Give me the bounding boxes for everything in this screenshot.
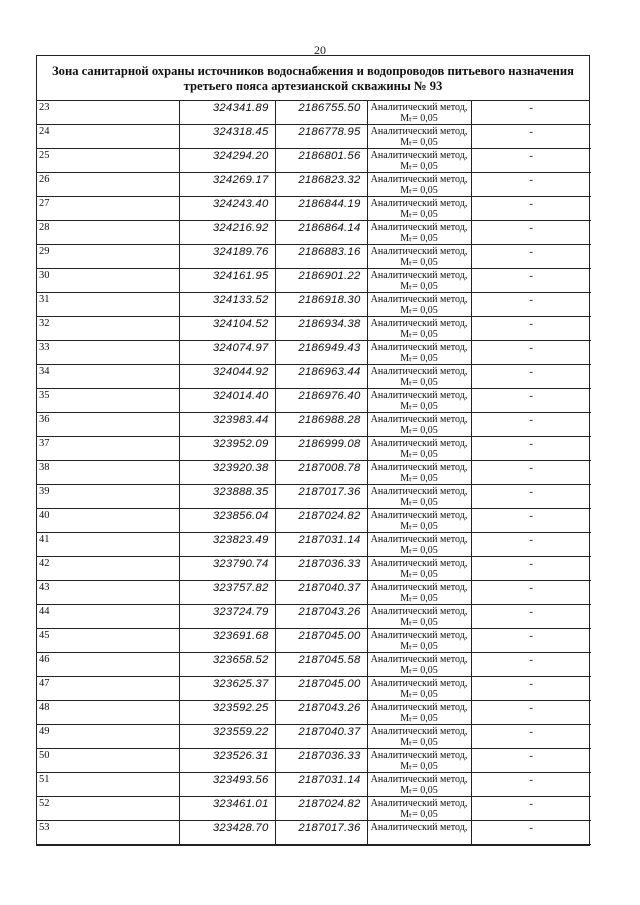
method-accuracy: Mₜ= 0,05 bbox=[400, 785, 438, 797]
point-number-cell: 28 bbox=[37, 221, 179, 245]
method-cell bbox=[367, 461, 471, 485]
error-cell: - bbox=[471, 581, 591, 605]
y-coordinate-cell: 2186918.30 bbox=[275, 293, 367, 317]
y-coordinate-cell: 2187017.36 bbox=[275, 821, 367, 845]
table-row bbox=[37, 245, 591, 269]
method-accuracy: Mₜ= 0,05 bbox=[400, 137, 438, 149]
error-cell: - bbox=[471, 437, 591, 461]
error-cell: - bbox=[471, 701, 591, 725]
y-coordinate-cell: 2186963.44 bbox=[275, 365, 367, 389]
method-cell bbox=[367, 677, 471, 701]
method-cell bbox=[367, 197, 471, 221]
method-cell bbox=[367, 485, 471, 509]
y-coordinate-cell: 2187043.26 bbox=[275, 605, 367, 629]
y-coordinate-cell: 2187024.82 bbox=[275, 797, 367, 821]
point-number-cell: 29 bbox=[37, 245, 179, 269]
method-name: Аналитический метод, bbox=[370, 486, 468, 498]
table-title: Зона санитарной охраны источников водоснабжения и водопроводов питьевого назначения третьего пояса артезианской скважины № 93 bbox=[37, 56, 589, 101]
method-cell bbox=[367, 581, 471, 605]
table-row bbox=[37, 485, 591, 509]
method-name: Аналитический метод, bbox=[370, 150, 468, 162]
y-coordinate-cell: 2187031.14 bbox=[275, 773, 367, 797]
table-row bbox=[37, 365, 591, 389]
point-number-cell: 24 bbox=[37, 125, 179, 149]
method-cell bbox=[367, 821, 471, 845]
error-cell: - bbox=[471, 773, 591, 797]
method-cell bbox=[367, 269, 471, 293]
y-coordinate-cell: 2186949.43 bbox=[275, 341, 367, 365]
method-accuracy: Mₜ= 0,05 bbox=[400, 665, 438, 677]
y-coordinate-cell: 2186883.16 bbox=[275, 245, 367, 269]
error-cell: - bbox=[471, 317, 591, 341]
point-number-cell: 52 bbox=[37, 797, 179, 821]
method-accuracy: Mₜ= 0,05 bbox=[400, 521, 438, 533]
method-cell bbox=[367, 605, 471, 629]
method-accuracy: Mₜ= 0,05 bbox=[400, 209, 438, 221]
x-coordinate-cell: 324133.52 bbox=[179, 293, 275, 317]
x-coordinate-cell: 324341.89 bbox=[179, 101, 275, 125]
method-cell bbox=[367, 797, 471, 821]
point-number-cell: 34 bbox=[37, 365, 179, 389]
method-cell bbox=[367, 629, 471, 653]
method-accuracy: Mₜ= 0,05 bbox=[400, 305, 438, 317]
method-name: Аналитический метод, bbox=[370, 750, 468, 762]
method-cell bbox=[367, 101, 471, 125]
point-number-cell: 36 bbox=[37, 413, 179, 437]
method-name: Аналитический метод, bbox=[370, 126, 468, 138]
table-row bbox=[37, 293, 591, 317]
method-accuracy: Mₜ= 0,05 bbox=[400, 713, 438, 725]
y-coordinate-cell: 2186755.50 bbox=[275, 101, 367, 125]
x-coordinate-cell: 323658.52 bbox=[179, 653, 275, 677]
method-cell bbox=[367, 149, 471, 173]
x-coordinate-cell: 323625.37 bbox=[179, 677, 275, 701]
method-name: Аналитический метод, bbox=[370, 390, 468, 402]
page-number: 20 bbox=[314, 43, 326, 57]
x-coordinate-cell: 324269.17 bbox=[179, 173, 275, 197]
table-row bbox=[37, 773, 591, 797]
method-cell bbox=[367, 509, 471, 533]
method-name: Аналитический метод, bbox=[370, 774, 468, 786]
error-cell: - bbox=[471, 245, 591, 269]
x-coordinate-cell: 324104.52 bbox=[179, 317, 275, 341]
x-coordinate-cell: 323952.09 bbox=[179, 437, 275, 461]
error-cell: - bbox=[471, 653, 591, 677]
method-name: Аналитический метод, bbox=[370, 270, 468, 282]
point-number-cell: 49 bbox=[37, 725, 179, 749]
method-accuracy: Mₜ= 0,05 bbox=[400, 473, 438, 485]
point-number-cell: 30 bbox=[37, 269, 179, 293]
method-accuracy: Mₜ= 0,05 bbox=[400, 377, 438, 389]
point-number-cell: 48 bbox=[37, 701, 179, 725]
point-number-cell: 41 bbox=[37, 533, 179, 557]
error-cell: - bbox=[471, 197, 591, 221]
method-name: Аналитический метод, bbox=[370, 702, 468, 714]
point-number-cell: 43 bbox=[37, 581, 179, 605]
point-number-cell: 25 bbox=[37, 149, 179, 173]
table-row bbox=[37, 197, 591, 221]
x-coordinate-cell: 324074.97 bbox=[179, 341, 275, 365]
x-coordinate-cell: 323428.70 bbox=[179, 821, 275, 845]
method-cell bbox=[367, 317, 471, 341]
method-name: Аналитический метод, bbox=[370, 174, 468, 186]
x-coordinate-cell: 323724.79 bbox=[179, 605, 275, 629]
error-cell: - bbox=[471, 269, 591, 293]
x-coordinate-cell: 323592.25 bbox=[179, 701, 275, 725]
error-cell: - bbox=[471, 629, 591, 653]
point-number-cell: 51 bbox=[37, 773, 179, 797]
x-coordinate-cell: 323920.38 bbox=[179, 461, 275, 485]
method-accuracy: Mₜ= 0,05 bbox=[400, 449, 438, 461]
y-coordinate-cell: 2187040.37 bbox=[275, 581, 367, 605]
method-accuracy: Mₜ= 0,05 bbox=[400, 641, 438, 653]
method-name: Аналитический метод, bbox=[370, 318, 468, 330]
method-accuracy: Mₜ= 0,05 bbox=[400, 257, 438, 269]
table-row bbox=[37, 101, 591, 125]
method-name: Аналитический метод, bbox=[370, 246, 468, 258]
error-cell: - bbox=[471, 605, 591, 629]
error-cell: - bbox=[471, 101, 591, 125]
error-cell: - bbox=[471, 533, 591, 557]
error-cell: - bbox=[471, 293, 591, 317]
table-row bbox=[37, 173, 591, 197]
y-coordinate-cell: 2187045.58 bbox=[275, 653, 367, 677]
x-coordinate-cell: 324243.40 bbox=[179, 197, 275, 221]
point-number-cell: 44 bbox=[37, 605, 179, 629]
method-accuracy: Mₜ= 0,05 bbox=[400, 401, 438, 413]
point-number-cell: 38 bbox=[37, 461, 179, 485]
method-name: Аналитический метод, bbox=[370, 222, 468, 234]
x-coordinate-cell: 323757.82 bbox=[179, 581, 275, 605]
point-number-cell: 31 bbox=[37, 293, 179, 317]
point-number-cell: 45 bbox=[37, 629, 179, 653]
method-accuracy: Mₜ= 0,05 bbox=[400, 329, 438, 341]
method-cell bbox=[367, 173, 471, 197]
method-accuracy: Mₜ= 0,05 bbox=[400, 353, 438, 365]
method-name: Аналитический метод, bbox=[370, 558, 468, 570]
x-coordinate-cell: 324318.45 bbox=[179, 125, 275, 149]
method-name: Аналитический метод, bbox=[370, 414, 468, 426]
error-cell: - bbox=[471, 677, 591, 701]
error-cell: - bbox=[471, 413, 591, 437]
x-coordinate-cell: 323790.74 bbox=[179, 557, 275, 581]
method-name: Аналитический метод, bbox=[370, 822, 468, 834]
point-number-cell: 23 bbox=[37, 101, 179, 125]
x-coordinate-cell: 324189.76 bbox=[179, 245, 275, 269]
method-accuracy: Mₜ= 0,05 bbox=[400, 161, 438, 173]
method-name: Аналитический метод, bbox=[370, 606, 468, 618]
table-row bbox=[37, 461, 591, 485]
table-row bbox=[37, 749, 591, 773]
method-name: Аналитический метод, bbox=[370, 438, 468, 450]
method-name: Аналитический метод, bbox=[370, 798, 468, 810]
x-coordinate-cell: 323983.44 bbox=[179, 413, 275, 437]
y-coordinate-cell: 2186823.32 bbox=[275, 173, 367, 197]
table-body bbox=[37, 101, 591, 844]
method-cell bbox=[367, 773, 471, 797]
method-cell bbox=[367, 749, 471, 773]
y-coordinate-cell: 2186988.28 bbox=[275, 413, 367, 437]
y-coordinate-cell: 2187040.37 bbox=[275, 725, 367, 749]
y-coordinate-cell: 2187017.36 bbox=[275, 485, 367, 509]
method-cell bbox=[367, 293, 471, 317]
method-cell bbox=[367, 341, 471, 365]
method-accuracy: Mₜ= 0,05 bbox=[400, 761, 438, 773]
table-row bbox=[37, 437, 591, 461]
error-cell: - bbox=[471, 389, 591, 413]
table-row bbox=[37, 389, 591, 413]
y-coordinate-cell: 2187045.00 bbox=[275, 629, 367, 653]
x-coordinate-cell: 323856.04 bbox=[179, 509, 275, 533]
table-row bbox=[37, 821, 591, 845]
table-row bbox=[37, 797, 591, 821]
y-coordinate-cell: 2187008.78 bbox=[275, 461, 367, 485]
method-cell bbox=[367, 245, 471, 269]
method-name: Аналитический метод, bbox=[370, 462, 468, 474]
method-accuracy: Mₜ= 0,05 bbox=[400, 737, 438, 749]
table-row bbox=[37, 701, 591, 725]
y-coordinate-cell: 2187043.26 bbox=[275, 701, 367, 725]
x-coordinate-cell: 323559.22 bbox=[179, 725, 275, 749]
method-name: Аналитический метод, bbox=[370, 678, 468, 690]
x-coordinate-cell: 324161.95 bbox=[179, 269, 275, 293]
error-cell: - bbox=[471, 557, 591, 581]
method-name: Аналитический метод, bbox=[370, 366, 468, 378]
error-cell: - bbox=[471, 821, 591, 845]
x-coordinate-cell: 323823.49 bbox=[179, 533, 275, 557]
x-coordinate-cell: 324294.20 bbox=[179, 149, 275, 173]
table-row bbox=[37, 413, 591, 437]
y-coordinate-cell: 2187024.82 bbox=[275, 509, 367, 533]
point-number-cell: 32 bbox=[37, 317, 179, 341]
y-coordinate-cell: 2186778.95 bbox=[275, 125, 367, 149]
y-coordinate-cell: 2187031.14 bbox=[275, 533, 367, 557]
table-row bbox=[37, 653, 591, 677]
method-name: Аналитический метод, bbox=[370, 726, 468, 738]
method-name: Аналитический метод, bbox=[370, 342, 468, 354]
method-name: Аналитический метод, bbox=[370, 534, 468, 546]
method-accuracy: Mₜ= 0,05 bbox=[400, 617, 438, 629]
y-coordinate-cell: 2186976.40 bbox=[275, 389, 367, 413]
method-cell bbox=[367, 125, 471, 149]
point-number-cell: 27 bbox=[37, 197, 179, 221]
method-cell bbox=[367, 725, 471, 749]
point-number-cell: 26 bbox=[37, 173, 179, 197]
table-row bbox=[37, 725, 591, 749]
method-cell bbox=[367, 653, 471, 677]
point-number-cell: 33 bbox=[37, 341, 179, 365]
method-name: Аналитический метод, bbox=[370, 102, 468, 113]
x-coordinate-cell: 323461.01 bbox=[179, 797, 275, 821]
x-coordinate-cell: 324014.40 bbox=[179, 389, 275, 413]
error-cell: - bbox=[471, 725, 591, 749]
method-name: Аналитический метод, bbox=[370, 294, 468, 306]
method-cell bbox=[367, 437, 471, 461]
y-coordinate-cell: 2187036.33 bbox=[275, 749, 367, 773]
table-row bbox=[37, 341, 591, 365]
point-number-cell: 37 bbox=[37, 437, 179, 461]
error-cell: - bbox=[471, 125, 591, 149]
error-cell: - bbox=[471, 461, 591, 485]
table-row bbox=[37, 557, 591, 581]
method-name: Аналитический метод, bbox=[370, 630, 468, 642]
method-name: Аналитический метод, bbox=[370, 654, 468, 666]
error-cell: - bbox=[471, 149, 591, 173]
coordinates-table bbox=[37, 101, 591, 845]
y-coordinate-cell: 2186801.56 bbox=[275, 149, 367, 173]
method-accuracy: Mₜ= 0,05 bbox=[400, 569, 438, 581]
x-coordinate-cell: 324044.92 bbox=[179, 365, 275, 389]
method-cell bbox=[367, 533, 471, 557]
table-row bbox=[37, 125, 591, 149]
error-cell: - bbox=[471, 797, 591, 821]
error-cell: - bbox=[471, 221, 591, 245]
coordinates-table-frame bbox=[36, 55, 590, 846]
point-number-cell: 46 bbox=[37, 653, 179, 677]
method-accuracy: Mₜ= 0,05 bbox=[400, 425, 438, 437]
table-row bbox=[37, 677, 591, 701]
y-coordinate-cell: 2186844.19 bbox=[275, 197, 367, 221]
method-name: Аналитический метод, bbox=[370, 198, 468, 210]
error-cell: - bbox=[471, 365, 591, 389]
method-accuracy: Mₜ= 0,05 bbox=[400, 689, 438, 701]
point-number-cell: 53 bbox=[37, 821, 179, 845]
table-row bbox=[37, 605, 591, 629]
point-number-cell: 40 bbox=[37, 509, 179, 533]
method-accuracy: Mₜ= 0,05 bbox=[400, 497, 438, 509]
point-number-cell: 47 bbox=[37, 677, 179, 701]
table-row bbox=[37, 509, 591, 533]
method-cell bbox=[367, 221, 471, 245]
method-cell bbox=[367, 557, 471, 581]
method-name: Аналитический метод, bbox=[370, 582, 468, 594]
method-cell bbox=[367, 701, 471, 725]
method-accuracy: Mₜ= 0,05 bbox=[400, 545, 438, 557]
error-cell: - bbox=[471, 749, 591, 773]
point-number-cell: 39 bbox=[37, 485, 179, 509]
x-coordinate-cell: 323493.56 bbox=[179, 773, 275, 797]
error-cell: - bbox=[471, 485, 591, 509]
point-number-cell: 50 bbox=[37, 749, 179, 773]
method-accuracy: Mₜ= 0,05 bbox=[400, 281, 438, 293]
table-row bbox=[37, 581, 591, 605]
method-accuracy: Mₜ= 0,05 bbox=[400, 113, 438, 124]
method-accuracy: Mₜ= 0,05 bbox=[400, 185, 438, 197]
table-row bbox=[37, 149, 591, 173]
x-coordinate-cell: 324216.92 bbox=[179, 221, 275, 245]
method-cell bbox=[367, 389, 471, 413]
method-accuracy: Mₜ= 0,05 bbox=[400, 809, 438, 821]
x-coordinate-cell: 323691.68 bbox=[179, 629, 275, 653]
error-cell: - bbox=[471, 341, 591, 365]
table-row bbox=[37, 629, 591, 653]
method-accuracy: Mₜ= 0,05 bbox=[400, 593, 438, 605]
error-cell: - bbox=[471, 173, 591, 197]
x-coordinate-cell: 323888.35 bbox=[179, 485, 275, 509]
y-coordinate-cell: 2187036.33 bbox=[275, 557, 367, 581]
point-number-cell: 35 bbox=[37, 389, 179, 413]
method-cell bbox=[367, 413, 471, 437]
table-row bbox=[37, 269, 591, 293]
y-coordinate-cell: 2186901.22 bbox=[275, 269, 367, 293]
table-row bbox=[37, 533, 591, 557]
y-coordinate-cell: 2186864.14 bbox=[275, 221, 367, 245]
method-name: Аналитический метод, bbox=[370, 510, 468, 522]
method-cell bbox=[367, 365, 471, 389]
point-number-cell: 42 bbox=[37, 557, 179, 581]
x-coordinate-cell: 323526.31 bbox=[179, 749, 275, 773]
y-coordinate-cell: 2186999.08 bbox=[275, 437, 367, 461]
table-row bbox=[37, 317, 591, 341]
y-coordinate-cell: 2186934.38 bbox=[275, 317, 367, 341]
error-cell: - bbox=[471, 509, 591, 533]
method-accuracy: Mₜ= 0,05 bbox=[400, 233, 438, 245]
y-coordinate-cell: 2187045.00 bbox=[275, 677, 367, 701]
table-row bbox=[37, 221, 591, 245]
